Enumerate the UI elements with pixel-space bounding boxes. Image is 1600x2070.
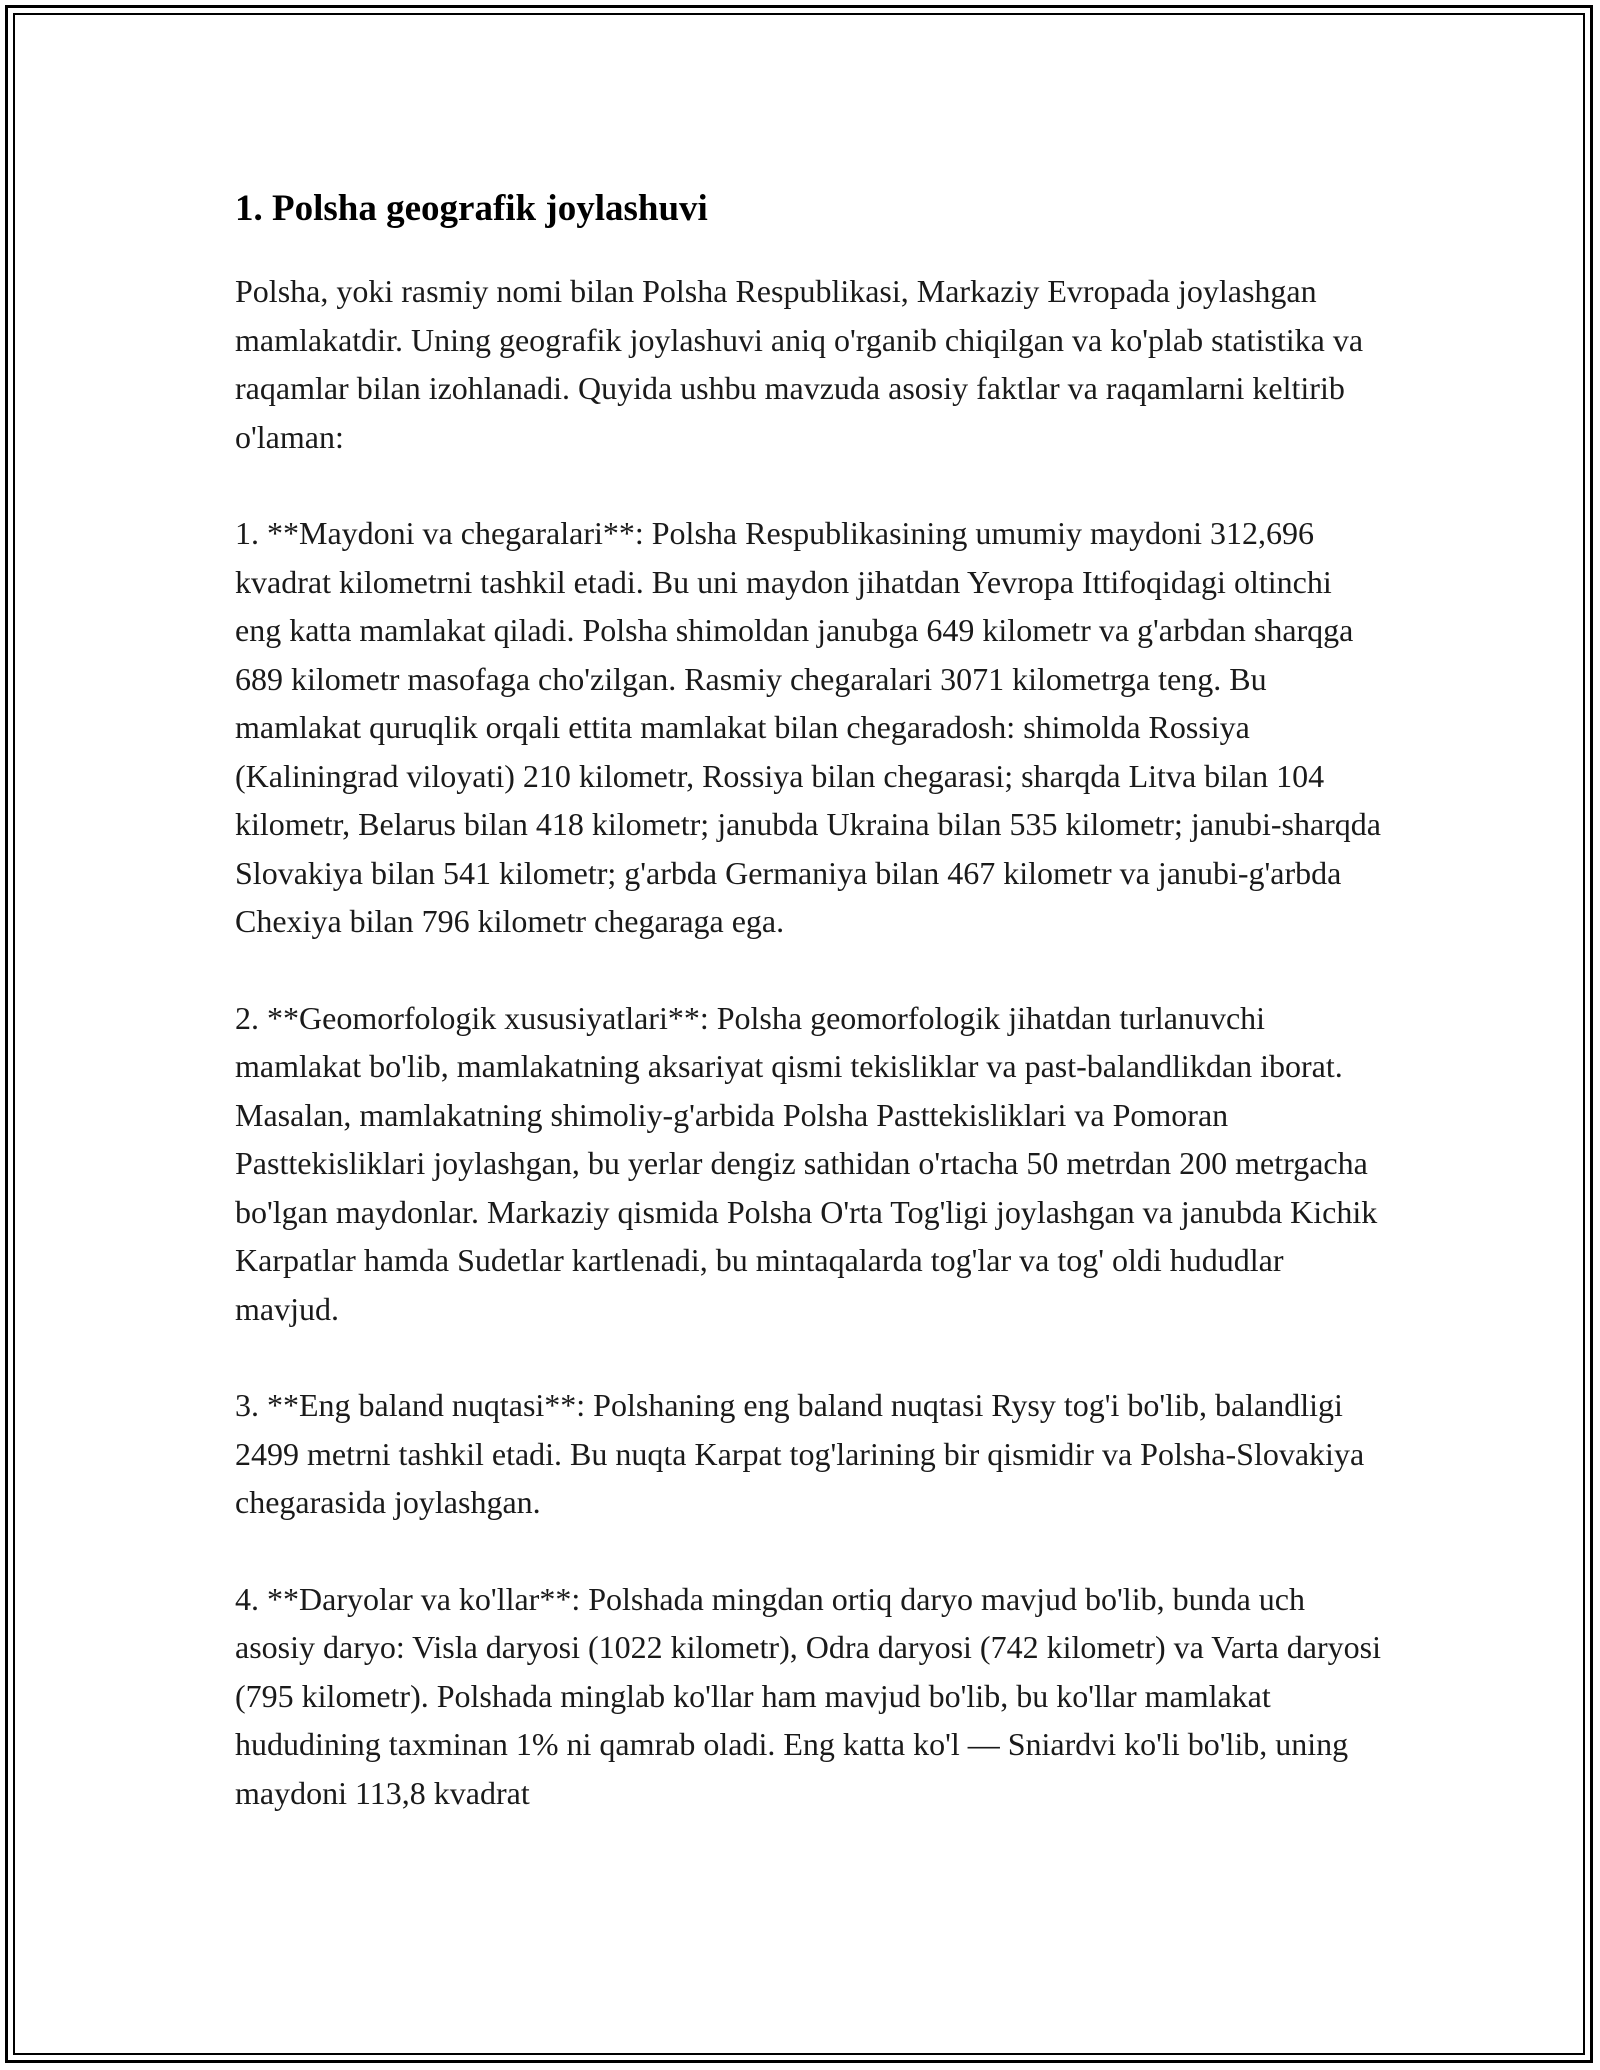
- document-title: 1. Polsha geografik joylashuvi: [235, 188, 708, 229]
- geomorphology-paragraph: 2. **Geomorfologik xususiyatlari**: Polsha geomorfologik jihatdan turlanuvchi mamlakat bo'lib, mamlakatning aksariyat qismi tekisliklar va past-balandlikdan iborat. Masalan, mamlakatning shimoliy-g'arbida Polsha Pasttekisliklari va Pomoran Pasttekisliklari joylashgan, bu yerlar dengiz sathidan o'rtacha 50 metrdan 200 metrgacha bo'lgan maydonlar. Markaziy qismida Polsha O'rta Tog'ligi joylashgan va janubda Kichik Karpatlar hamda Sudetlar kartlenadi, bu mintaqalarda tog'lar va tog' oldi hududlar mavjud.: [235, 999, 1378, 1327]
- intro-paragraph: Polsha, yoki rasmiy nomi bilan Polsha Respublikasi, Markaziy Evropada joylashgan mamlakatdir. Uning geografik joylashuvi aniq o'rganib chiqilgan va ko'plab statistika va raqamlar bilan izohlanadi. Quyida ushbu mavzuda asosiy faktlar va raqamlarni keltirib o'laman:: [235, 273, 1364, 455]
- highest-point-paragraph: 3. **Eng baland nuqtasi**: Polshaning eng baland nuqtasi Rysy tog'i bo'lib, balandligi 2499 metrni tashkil etadi. Bu nuqta Karpat tog'larining bir qismidir va Polsha-Slovakiya chegarasida joylashgan.: [235, 1387, 1365, 1520]
- area-borders-paragraph: 1. **Maydoni va chegaralari**: Polsha Respublikasining umumiy maydoni 312,696 kvadrat kilometrni tashkil etadi. Bu uni maydon jihatdan Yevropa Ittifoqidagi oltinchi eng katta mamlakat qiladi. Polsha shimoldan janubga 649 kilometr va g'arbdan sharqga 689 kilometr masofaga cho'zilgan. Rasmiy chegaralari 3071 kilometrga teng. Bu mamlakat quruqlik orqali ettita mamlakat bilan chegaradosh: shimolda Rossiya (Kaliningrad viloyati) 210 kilometr, Rossiya bilan chegarasi; sharqda Litva bilan 104 kilometr, Belarus bilan 418 kilometr; janubda Ukraina bilan 535 kilometr; janubi-sharqda Slovakiya bilan 541 kilometr; g'arbda Germaniya bilan 467 kilometr va janubi-g'arbda Chexiya bilan 796 kilometr chegaraga ega.: [235, 515, 1381, 939]
- rivers-lakes-paragraph: 4. **Daryolar va ko'llar**: Polshada mingdan ortiq daryo mavjud bo'lib, bunda uch asosiy daryo: Visla daryosi (1022 kilometr), Odra daryosi (742 kilometr) va Varta daryosi (795 kilometr). Polshada minglab ko'llar ham mavjud bo'lib, bu ko'llar mamlakat hududining taxminan 1% ni qamrab oladi. Eng katta ko'l — Sniardvi ko'li bo'lib, uning maydoni 113,8 kvadrat: [235, 1580, 1381, 1811]
- document-body: [235, 185, 1385, 1817]
